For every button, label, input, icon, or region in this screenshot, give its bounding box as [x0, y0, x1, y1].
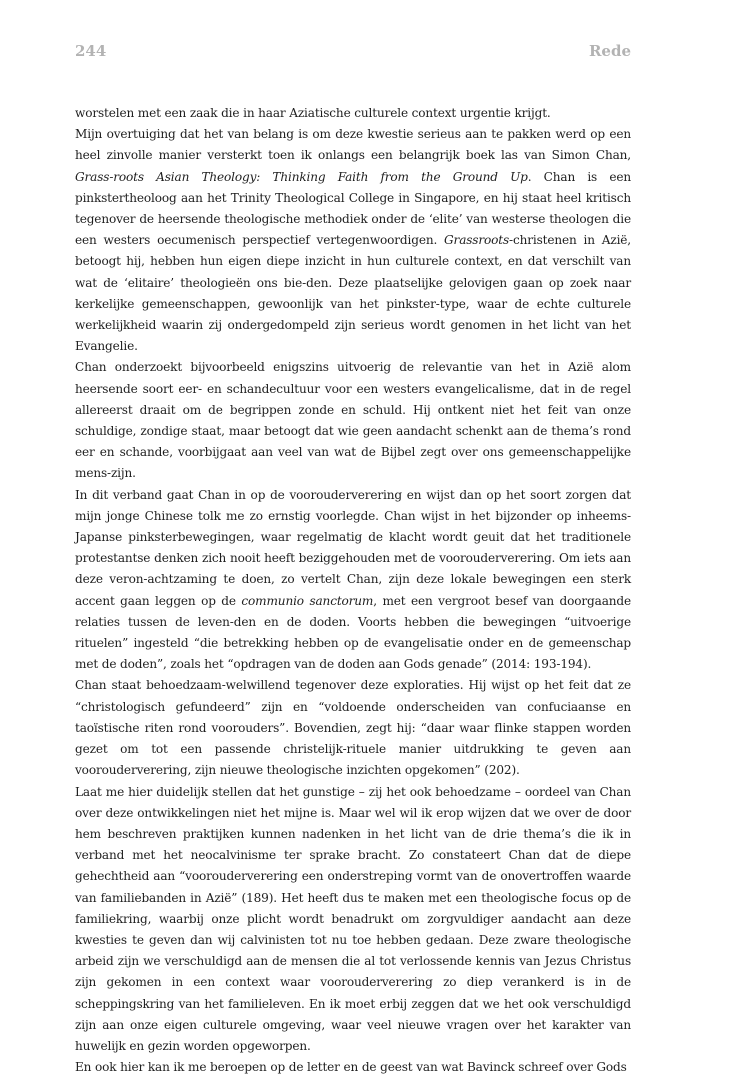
paragraph-3: Chan onderzoekt bijvoorbeeld enigszins uitvoerig de relevantie van het in Azië alom heersende soort eer- en schandecultuur voor een westers evangelicalisme, dat in de regel allereerst draait om de begrippen zonde en schuld. Hij ontkent niet het feit van onze schuldige, zondige staat, maar betoogt dat wie geen aandacht schenkt aan de thema’s rond eer en schande, voorbijgaat aan veel van wat de Bijbel zegt over ons gemeenschappelijke mens-zijn.	[75, 360, 631, 481]
running-title: Rede	[588, 42, 631, 60]
grassroots-term: Grassroots	[444, 233, 510, 248]
paragraph-2: Mijn overtuiging dat het van belang is om deze kwestie serieus aan te pakken werd op een heel zinvolle manier versterkt toen ik onlangs een belangrijk boek las van Simon Chan, Grass-roots Asian Theology: Thinking Faith from the Ground Up. Chan is een pinkstertheoloog aan het Trinity Theological College in Singapore, en hij staat heel kritisch tegenover de heersende theologische methodiek onder de ‘elite’ van westerse theologen die een westers oecumenisch perspectief vertegenwoordigen. Grassroots-christenen in Azië, betoogt hij, hebben hun eigen diepe inzicht in hun culturele context, en dat verschilt van wat de ‘elitaire’ theologieën ons bie-den. Deze plaatselijke gelovigen gaan op zoek naar kerkelijke gemeenschappen, gewoonlijk van het pinkster-type, waar de echte culturele werkelijkheid waarin zij ondergedompeld zijn serieus wordt genomen in het licht van het Evangelie.	[75, 127, 631, 354]
paragraph-4: In dit verband gaat Chan in op de voorouderverering en wijst dan op het soort zorgen dat mijn jonge Chinese tolk me zo ernstig voorlegde. Chan wijst in het bijzonder op inheems-Japanse pinksterbewegingen, waar regelmatig de klacht wordt geuit dat het traditionele protestantse denken zich nooit heeft beziggehouden met de voorouderverering. Om iets aan deze veron-achtzaming te doen, zo vertelt Chan, zijn deze lokale bewegingen een sterk accent gaan leggen op de communio sanctorum, met een vergroot besef van doorgaande relaties tussen de leven-den en de doden. Voorts hebben die bewegingen “uitvoerige rituelen” ingesteld “die betrekking hebben op de evangelisatie onder en de gemeenschap met de doden”, zoals het “opdragen van de doden aan Gods genade” (2014: 193-194).	[75, 487, 631, 672]
page-number: 244	[75, 42, 107, 60]
body-text	[75, 103, 631, 1078]
book-title: Grass-roots Asian Theology: Thinking Faith from the Ground Up	[75, 169, 528, 184]
paragraph-5: Chan staat behoedzaam-welwillend tegenover deze exploraties. Hij wijst op het feit dat ze “christologisch gefundeerd” zijn en “voldoende onderscheiden van confuciaanse en taoïstische riten rond voorouders”. Bovendien, zegt hij: “daar waar flinke stappen worden gezet om tot een passende christelijk-rituele manier uitdrukking te geven aan voorouderverering, zijn nieuwe theologische inzichten opgekomen” (202).	[75, 678, 631, 778]
paragraph-1: worstelen met een zaak die in haar Aziatische culturele context urgentie krijgt.	[75, 106, 551, 120]
latin-term: communio sanctorum	[241, 593, 374, 608]
running-head	[75, 42, 631, 64]
paragraph-7: En ook hier kan ik me beroepen op de letter en de geest van wat Bavinck schreef over Gods	[75, 1060, 627, 1075]
paragraph-6: Laat me hier duidelijk stellen dat het gunstige – zij het ook behoedzame – oordeel van Chan over deze ontwikkelingen niet het mijne is. Maar wel wil ik erop wijzen dat we over de door hem beschreven praktijken kunnen nadenken in het licht van de drie thema’s die ik in verband met het neocalvinisme ter sprake bracht. Zo constateert Chan dat de diepe gehechtheid aan “voorouderverering een onderstreping vormt van de onovertroffen waarde van familiebanden in Azië” (189). Het heeft dus te maken met een theologische focus op de familiekring, waarbij onze plicht wordt benadrukt om zorgvuldiger aandacht aan deze kwesties te geven dan wij calvinisten tot nu toe hebben gedaan. Deze zware theologische arbeid zijn we verschuldigd aan de mensen die al tot verlossende kennis van Jezus Christus zijn gekomen in een context waar voorouderverering zo diep verankerd is in de scheppingskring van het familieleven. En ik moet erbij zeggen dat we het ook verschuldigd zijn aan onze eigen culturele omgeving, waar veel nieuwe vragen over het karakter van huwelijk en gezin worden opgeworpen.	[75, 784, 631, 1053]
